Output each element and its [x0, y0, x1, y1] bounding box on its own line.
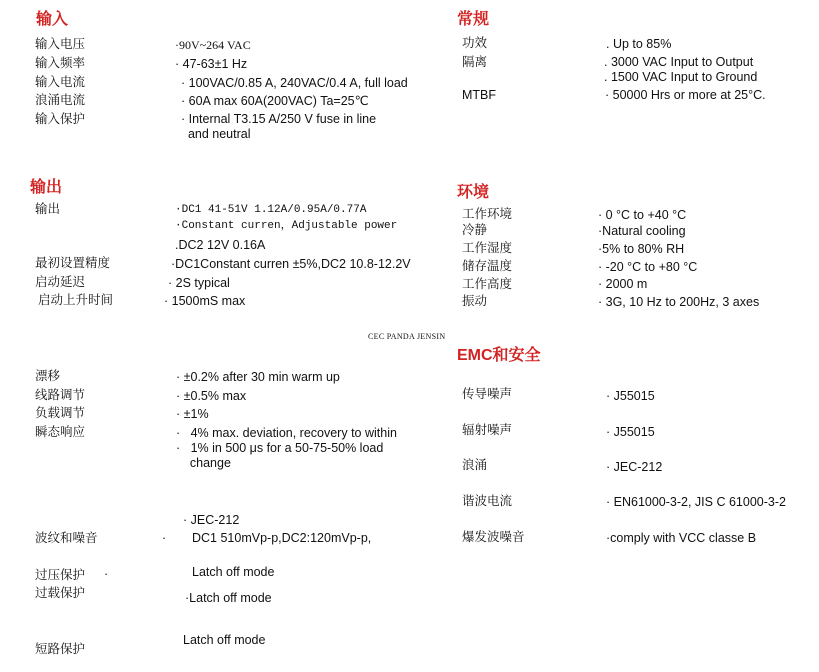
ripple-noise-label: 波纹和噪音 — [35, 531, 98, 545]
storage-temp-value: · -20 °C to +80 °C — [598, 260, 698, 274]
input-voltage-value: ·90V~264 VAC — [175, 38, 251, 52]
ripple-noise-dot: · — [162, 531, 167, 545]
overload-protection-label: 过载保护 — [35, 586, 86, 600]
vibration-value: · 3G, 10 Hz to 200Hz, 3 axes — [598, 295, 760, 309]
drift-value: · ±0.2% after 30 min warm up — [176, 370, 340, 384]
heading-emc-safety: EMC和安全 — [457, 347, 541, 364]
line-regulation-value: · ±0.5% max — [176, 389, 247, 403]
isolation-label: 隔离 — [462, 55, 488, 69]
mtbf-label: MTBF — [462, 88, 497, 102]
jec-value: · JEC-212 — [183, 513, 240, 527]
startup-delay-value: · 2S typical — [168, 276, 230, 290]
rise-time-label: 启动上升时间 — [38, 293, 114, 307]
harmonic-current-label: 谐波电流 — [462, 494, 513, 508]
mtbf-value: · 50000 Hrs or more at 25°C. — [605, 88, 766, 102]
rise-time-value: · 1500mS max — [164, 294, 246, 308]
cooling-value: ·Natural cooling — [598, 224, 686, 238]
altitude-value: · 2000 m — [598, 277, 648, 291]
output-label: 输出 — [35, 202, 61, 216]
input-current-value: · 100VAC/0.85 A, 240VAC/0.4 A, full load — [181, 76, 408, 90]
load-regulation-label: 负载调节 — [35, 406, 86, 420]
burst-noise-label: 爆发波噪音 — [462, 530, 525, 544]
operating-temp-value: · 0 °C to +40 °C — [598, 208, 687, 222]
burst-noise-value: ·comply with VCC classe B — [606, 531, 757, 545]
overvoltage-protection-dot: · — [104, 567, 109, 581]
input-protection-value: · Internal T3.15 A/250 V fuse in line and neutral — [181, 112, 377, 141]
transient-response-value: · 4% max. deviation, recovery to within · 1% in 500 μs for a 50-75-50% load change — [176, 426, 397, 470]
startup-delay-label: 启动延迟 — [35, 275, 86, 289]
storage-temp-label: 储存温度 — [462, 259, 513, 273]
inrush-current-value: · 60A max 60A(200VAC) Ta=25℃ — [181, 94, 369, 108]
input-current-label: 输入电流 — [35, 75, 86, 89]
surge-value: · JEC-212 — [606, 460, 663, 474]
input-voltage-label: 输入电压 — [35, 37, 86, 51]
surge-label: 浪涌 — [462, 458, 488, 472]
heading-general: 常规 — [457, 11, 490, 28]
watermark-text: CEC PANDA JENSIN — [368, 332, 446, 341]
operating-temp-label: 工作环境 — [462, 207, 513, 221]
humidity-label: 工作湿度 — [462, 241, 513, 255]
output-dc1-note: ·Constant curren，Adjustable power — [175, 220, 398, 232]
heading-output: 输出 — [30, 179, 63, 196]
humidity-value: ·5% to 80% RH — [598, 242, 685, 256]
drift-label: 漂移 — [35, 369, 61, 383]
input-frequency-label: 输入频率 — [35, 56, 86, 70]
line-regulation-label: 线路调节 — [35, 388, 86, 402]
efficiency-label: 功效 — [462, 36, 488, 50]
short-circuit-protection-value: Latch off mode — [183, 633, 266, 647]
harmonic-current-value: · EN61000-3-2, JIS C 61000-3-2 — [606, 495, 786, 509]
overvoltage-protection-value: Latch off mode — [192, 565, 275, 579]
ripple-noise-value: DC1 510mVp-p,DC2:120mVp-p, — [192, 531, 372, 545]
input-frequency-value: · 47-63±1 Hz — [175, 57, 248, 71]
transient-response-label: 瞬态响应 — [35, 425, 86, 439]
altitude-label: 工作高度 — [462, 277, 513, 291]
isolation-value: . 3000 VAC Input to Output . 1500 VAC Input to Ground — [604, 55, 758, 84]
output-dc2-value: .DC2 12V 0.16A — [175, 238, 266, 252]
efficiency-value: . Up to 85% — [606, 37, 672, 51]
radiated-noise-value: · J55015 — [606, 425, 655, 439]
overvoltage-protection-label: 过压保护 — [35, 568, 86, 582]
setting-accuracy-label: 最初设置精度 — [35, 256, 111, 270]
conducted-noise-label: 传导噪声 — [462, 387, 513, 401]
vibration-label: 振动 — [462, 294, 488, 308]
setting-accuracy-value: ·DC1Constant curren ±5%,DC2 10.8-12.2V — [171, 257, 411, 271]
cooling-label: 冷静 — [462, 223, 488, 237]
overload-protection-value: ·Latch off mode — [185, 591, 272, 605]
short-circuit-protection-label: 短路保护 — [35, 642, 86, 656]
radiated-noise-label: 辐射噪声 — [462, 423, 513, 437]
inrush-current-label: 浪涌电流 — [35, 93, 86, 107]
load-regulation-value: · ±1% — [176, 407, 209, 421]
conducted-noise-value: · J55015 — [606, 389, 655, 403]
heading-environment: 环境 — [457, 184, 490, 201]
heading-input: 输入 — [36, 11, 69, 28]
input-protection-label: 输入保护 — [35, 112, 86, 126]
output-dc1-value: ·DC1 41-51V 1.12A/0.95A/0.77A — [175, 204, 367, 216]
